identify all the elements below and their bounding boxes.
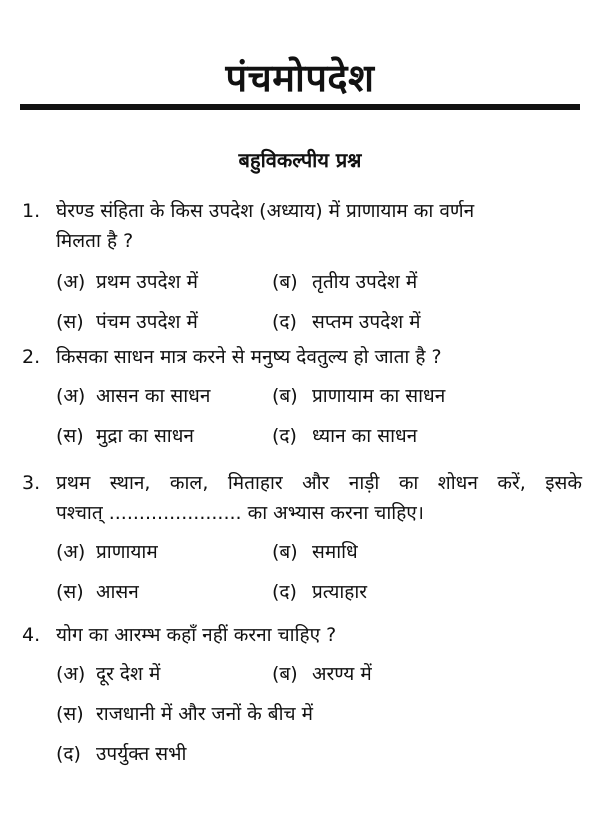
option-a — [56, 376, 210, 416]
option-marker: (अ) — [56, 663, 86, 685]
option-text: मुद्रा का साधन — [96, 425, 194, 447]
option-marker: (द) — [272, 311, 297, 333]
title-rule — [20, 104, 580, 110]
options-row — [22, 262, 582, 302]
option-c — [56, 572, 139, 612]
option-text: ध्यान का साधन — [312, 425, 418, 447]
option-marker: (द) — [272, 425, 297, 447]
question-line — [22, 196, 582, 226]
option-d — [56, 734, 186, 774]
option-b — [272, 532, 358, 572]
option-text: समाधि — [312, 541, 358, 563]
option-marker: (स) — [56, 311, 84, 333]
option-marker: (अ) — [56, 541, 86, 563]
option-marker: (ब) — [272, 271, 298, 293]
options-row — [22, 532, 582, 572]
question-line — [22, 498, 582, 528]
options-row — [22, 734, 582, 774]
option-a — [56, 654, 160, 694]
option-text: उपर्युक्त सभी — [96, 743, 187, 765]
options-row — [22, 572, 582, 612]
question-line — [22, 342, 582, 372]
option-text: अरण्य में — [312, 663, 372, 685]
option-text: आसन — [96, 581, 139, 603]
option-b — [272, 262, 417, 302]
option-marker: (ब) — [272, 385, 298, 407]
option-text: पंचम उपदेश में — [96, 311, 198, 333]
question-text-continued: पश्चात् ...................... का अभ्यास करना चाहिए। — [56, 502, 425, 524]
chapter-title: पंचमोपदेश — [225, 56, 375, 100]
question-number: 3. — [22, 472, 41, 494]
option-marker: (ब) — [272, 663, 298, 685]
option-marker: (द) — [272, 581, 297, 603]
option-marker: (अ) — [56, 385, 86, 407]
option-marker: (द) — [56, 743, 81, 765]
option-text: प्रत्याहार — [312, 581, 368, 603]
question-line — [22, 620, 582, 650]
question-4 — [22, 620, 582, 774]
question-number: 1. — [22, 200, 41, 222]
option-text: प्राणायाम — [96, 541, 158, 563]
option-c — [56, 694, 313, 734]
option-text: राजधानी में और जनों के बीच में — [96, 703, 314, 725]
question-number: 2. — [22, 346, 41, 368]
question-text: किसका साधन मात्र करने से मनुष्य देवतुल्य हो जाता है ? — [56, 346, 442, 368]
options-row — [22, 694, 582, 734]
options-row — [22, 654, 582, 694]
question-3 — [22, 468, 582, 612]
option-text: प्राणायाम का साधन — [312, 385, 446, 407]
option-b — [272, 654, 372, 694]
option-marker: (ब) — [272, 541, 298, 563]
option-c — [56, 302, 198, 342]
question-number: 4. — [22, 624, 41, 646]
section-heading: बहुविकल्पीय प्रश्न — [238, 148, 362, 172]
question-text: योग का आरम्भ कहाँ नहीं करना चाहिए ? — [56, 624, 337, 646]
option-marker: (स) — [56, 581, 84, 603]
question-text-continued: मिलता है ? — [56, 230, 134, 252]
question-line — [22, 226, 582, 256]
option-text: प्रथम उपदेश में — [96, 271, 198, 293]
option-a — [56, 262, 198, 302]
option-text: दूर देश में — [96, 663, 161, 685]
question-2 — [22, 342, 582, 456]
options-row — [22, 416, 582, 456]
question-1 — [22, 196, 582, 342]
option-d — [272, 572, 367, 612]
option-text: आसन का साधन — [96, 385, 211, 407]
option-text: तृतीय उपदेश में — [312, 271, 418, 293]
option-marker: (स) — [56, 425, 84, 447]
option-b — [272, 376, 445, 416]
option-marker: (अ) — [56, 271, 86, 293]
question-text: प्रथम स्थान, काल, मिताहार और नाड़ी का शोधन करें, इसके — [56, 472, 582, 494]
question-text: घेरण्ड संहिता के किस उपदेश (अध्याय) में प्राणायाम का वर्णन — [56, 200, 475, 222]
options-row — [22, 302, 582, 342]
option-a — [56, 532, 158, 572]
option-marker: (स) — [56, 703, 84, 725]
option-text: सप्तम उपदेश में — [312, 311, 421, 333]
option-c — [56, 416, 194, 456]
question-line — [22, 468, 582, 498]
options-row — [22, 376, 582, 416]
option-d — [272, 416, 417, 456]
option-d — [272, 302, 421, 342]
